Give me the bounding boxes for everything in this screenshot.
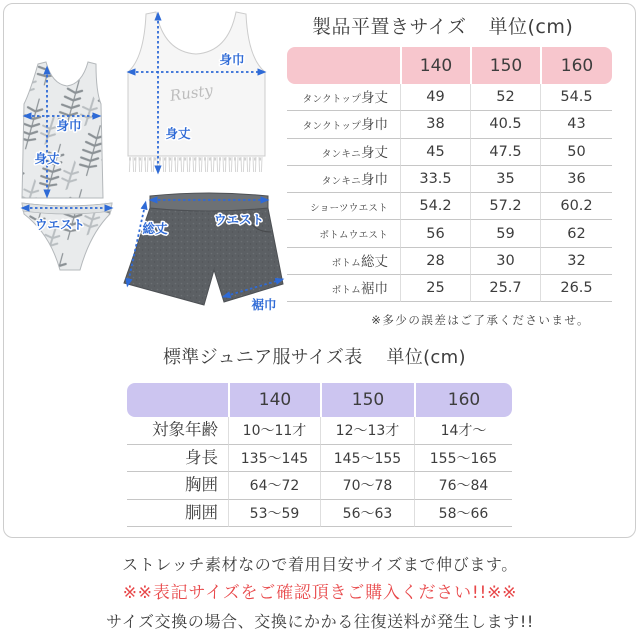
- size-value-cell: 40.5: [470, 111, 540, 138]
- tank-top-length-label: 身丈: [165, 126, 191, 141]
- size-value-cell: 36: [540, 166, 612, 193]
- shorts-hem-label: 裾巾: [251, 297, 277, 312]
- junior-header-size-150: 150: [320, 383, 414, 417]
- product-header-size-150: 150: [470, 47, 540, 84]
- row-label-prefix: タンキニ: [321, 175, 361, 187]
- product-size-title: [312, 14, 573, 40]
- size-value-cell: 59: [470, 220, 540, 247]
- size-value-cell: 32: [540, 248, 612, 275]
- row-bottom-waist-label: [287, 220, 400, 247]
- tankini-bottom-illustration: [22, 203, 112, 270]
- row-label-prefix: タンキニ: [321, 148, 361, 160]
- product-size-title-text: 製品平置きサイズ: [312, 16, 467, 38]
- row-bottom-total-length-label: [287, 248, 400, 275]
- tankini-bottom-waist-label: ウエスト: [34, 217, 86, 232]
- row-bottom-hem-width-label: [287, 275, 400, 302]
- shorts-waistband: [150, 193, 268, 211]
- tankini-top-width-label: 身巾: [56, 118, 82, 133]
- row-tanktop-width-label: [287, 111, 400, 138]
- confirm-size-warning: ※※表記サイズをご確認頂きご購入ください!!※※: [122, 583, 518, 603]
- product-header-size-140: 140: [400, 47, 470, 84]
- size-value-cell: 14才〜: [414, 417, 512, 445]
- tank-top-logo: Rusty: [168, 81, 214, 105]
- row-chest-label: 胸囲: [127, 472, 228, 500]
- size-value-cell: 38: [400, 111, 470, 138]
- size-value-cell: 53〜59: [228, 500, 320, 528]
- row-tankini-length-label: [287, 139, 400, 166]
- row-label-item: ウエスト: [348, 203, 388, 215]
- junior-size-title: [163, 346, 466, 370]
- size-value-cell: 56〜63: [320, 500, 414, 528]
- row-label-prefix: タンクトップ: [302, 121, 361, 133]
- size-value-cell: 135〜145: [228, 445, 320, 473]
- size-value-cell: 155〜165: [414, 445, 512, 473]
- size-value-cell: 25.7: [470, 275, 540, 302]
- size-value-cell: 43: [540, 111, 612, 138]
- row-waist-label: 胴囲: [127, 500, 228, 528]
- exchange-shipping-note: サイズ交換の場合、交換にかかる往復送料が発生します!!: [106, 612, 534, 631]
- junior-header-size-140: 140: [228, 383, 320, 417]
- size-value-cell: 47.5: [470, 139, 540, 166]
- tank-top-illustration: [128, 12, 265, 172]
- row-label-item: 総丈: [361, 253, 388, 270]
- row-tanktop-length-label: [287, 84, 400, 111]
- row-label-prefix: ボトム: [319, 230, 349, 242]
- product-size-unit: 単位(cm): [488, 16, 574, 38]
- row-target-age-label: 対象年齢: [127, 417, 228, 445]
- junior-size-unit: 単位(cm): [386, 347, 466, 368]
- product-header-size-160: 160: [540, 47, 612, 84]
- size-value-cell: 30: [470, 248, 540, 275]
- stretch-note: ストレッチ素材なので着用目安サイズまで伸びます。: [122, 555, 518, 574]
- size-value-cell: 70〜78: [320, 472, 414, 500]
- size-value-cell: 64〜72: [228, 472, 320, 500]
- row-label-item: 身巾: [361, 171, 388, 188]
- product-header-blank: [287, 47, 400, 84]
- row-label-prefix: ボトム: [331, 257, 361, 269]
- row-label-item: 裾巾: [361, 281, 388, 298]
- size-value-cell: 76〜84: [414, 472, 512, 500]
- size-value-cell: 145〜155: [320, 445, 414, 473]
- size-value-cell: 54.5: [540, 84, 612, 111]
- measurement-error-note: ※多少の誤差はご了承くださいませ。: [371, 313, 590, 327]
- size-value-cell: 49: [400, 84, 470, 111]
- size-value-cell: 60.2: [540, 193, 612, 220]
- row-label-item: ウエスト: [348, 230, 388, 242]
- size-value-cell: 54.2: [400, 193, 470, 220]
- size-value-cell: 10〜11才: [228, 417, 320, 445]
- row-shorts-waist-label: [287, 193, 400, 220]
- size-value-cell: 45: [400, 139, 470, 166]
- shorts-length-label: 総丈: [142, 221, 168, 236]
- garment-illustrations: [0, 0, 286, 320]
- size-value-cell: 12〜13才: [320, 417, 414, 445]
- size-value-cell: 33.5: [400, 166, 470, 193]
- size-value-cell: 50: [540, 139, 612, 166]
- row-label-prefix: ボトム: [331, 285, 361, 297]
- size-value-cell: 57.2: [470, 193, 540, 220]
- shorts-waist-label: ウエスト: [213, 212, 265, 227]
- junior-size-title-text: 標準ジュニア服サイズ表: [163, 347, 363, 368]
- size-value-cell: 52: [470, 84, 540, 111]
- row-tankini-width-label: [287, 166, 400, 193]
- size-value-cell: 56: [400, 220, 470, 247]
- row-label-item: 身丈: [361, 144, 388, 161]
- row-label-item: 身巾: [361, 117, 388, 134]
- size-value-cell: 26.5: [540, 275, 612, 302]
- size-value-cell: 62: [540, 220, 612, 247]
- size-value-cell: 25: [400, 275, 470, 302]
- junior-size-table: [127, 383, 512, 527]
- tank-top-width-label: 身巾: [219, 52, 245, 67]
- row-label-item: 身丈: [361, 90, 388, 106]
- row-label-prefix: タンクトップ: [302, 94, 361, 105]
- row-label-prefix: ショーツ: [310, 203, 349, 215]
- junior-header-size-160: 160: [414, 383, 512, 417]
- junior-header-blank: [127, 383, 228, 417]
- size-value-cell: 58〜66: [414, 500, 512, 528]
- size-value-cell: 28: [400, 248, 470, 275]
- row-height-label: 身長: [127, 445, 228, 473]
- tankini-top-length-label: 身丈: [34, 151, 60, 166]
- size-value-cell: 35: [470, 166, 540, 193]
- product-size-table: [287, 47, 612, 302]
- shorts-illustration: [124, 193, 283, 305]
